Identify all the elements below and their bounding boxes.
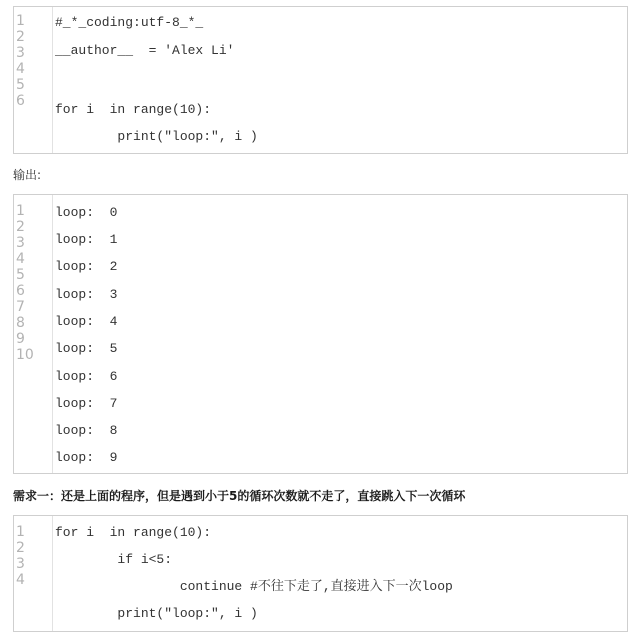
output-line: loop: 7 bbox=[55, 396, 118, 411]
line-number-gutter bbox=[14, 195, 53, 473]
line-number: 4 bbox=[16, 61, 25, 77]
code-line: continue #不往下走了,直接进入下一次loop bbox=[55, 579, 453, 594]
line-number: 5 bbox=[16, 77, 25, 93]
code-line: for i in range(10): bbox=[55, 525, 212, 540]
output-line: loop: 4 bbox=[55, 314, 118, 329]
line-number: 6 bbox=[16, 93, 25, 109]
line-number: 1 bbox=[16, 524, 25, 540]
line-number: 2 bbox=[16, 219, 25, 235]
line-number: 1 bbox=[16, 13, 25, 29]
line-number: 1 bbox=[16, 203, 25, 219]
output-line: loop: 3 bbox=[55, 287, 118, 302]
line-number: 10 bbox=[16, 347, 34, 363]
output-line: loop: 5 bbox=[55, 341, 118, 356]
line-number: 7 bbox=[16, 299, 25, 315]
requirement-label: 需求一：还是上面的程序，但是遇到小于5的循环次数就不走了，直接跳入下一次循环 bbox=[13, 489, 466, 503]
line-number: 9 bbox=[16, 331, 25, 347]
code-block-output bbox=[13, 194, 628, 474]
code-line: for i in range(10): bbox=[55, 102, 212, 117]
line-number: 3 bbox=[16, 235, 25, 251]
output-line: loop: 2 bbox=[55, 259, 118, 274]
code-block-source bbox=[13, 6, 628, 154]
output-line: loop: 9 bbox=[55, 450, 118, 465]
output-label: 输出: bbox=[13, 168, 42, 182]
output-line: loop: 0 bbox=[55, 205, 118, 220]
line-number-gutter bbox=[14, 7, 53, 153]
line-number: 4 bbox=[16, 572, 25, 588]
line-number: 2 bbox=[16, 540, 25, 556]
line-number: 3 bbox=[16, 556, 25, 572]
code-line: __author__ = 'Alex Li' bbox=[55, 43, 235, 58]
output-line: loop: 8 bbox=[55, 423, 118, 438]
output-line: loop: 6 bbox=[55, 369, 118, 384]
line-number-gutter bbox=[14, 516, 53, 631]
line-number: 5 bbox=[16, 267, 25, 283]
code-line: print("loop:", i ) bbox=[55, 606, 258, 621]
code-line: if i<5: bbox=[55, 552, 173, 567]
code-line: print("loop:", i ) bbox=[55, 129, 258, 144]
code-line: #_*_coding:utf-8_*_ bbox=[55, 15, 204, 30]
output-line: loop: 1 bbox=[55, 232, 118, 247]
line-number: 2 bbox=[16, 29, 25, 45]
code-block-continue bbox=[13, 515, 628, 632]
line-number: 8 bbox=[16, 315, 25, 331]
line-number: 4 bbox=[16, 251, 25, 267]
line-number: 6 bbox=[16, 283, 25, 299]
line-number: 3 bbox=[16, 45, 25, 61]
